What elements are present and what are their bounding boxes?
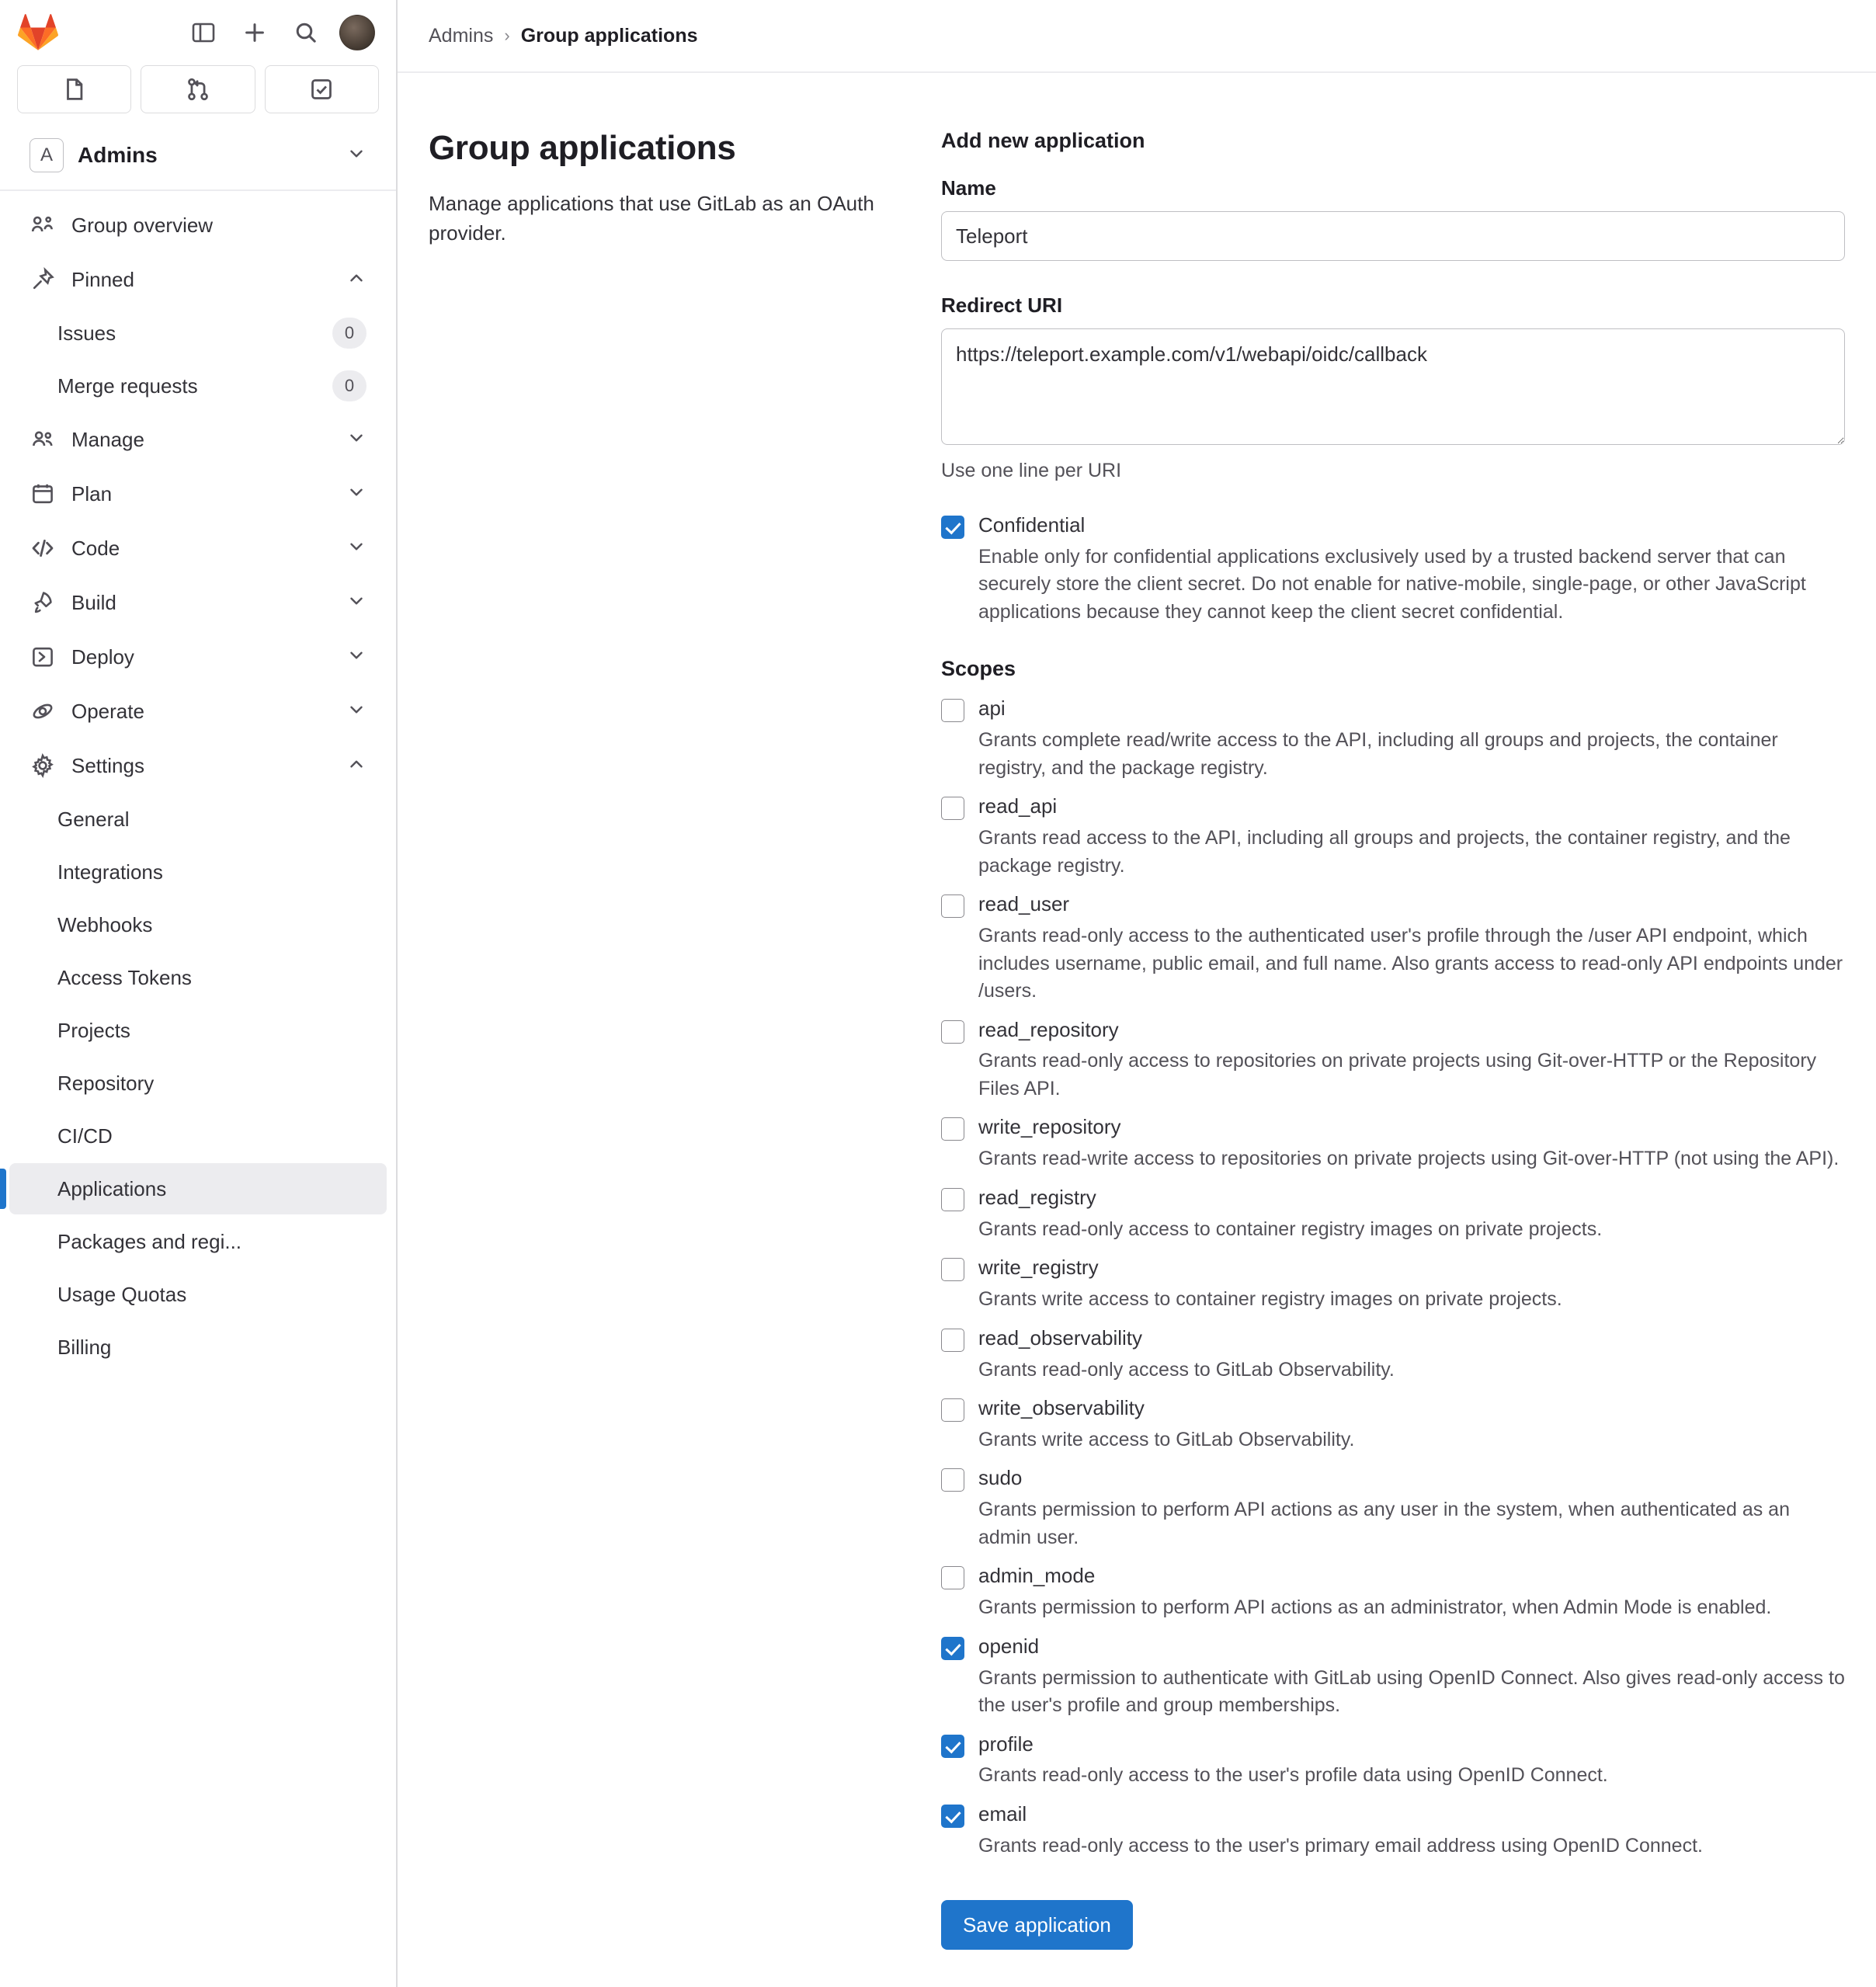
chevron-down-icon — [346, 700, 367, 724]
scope-name: email — [978, 1801, 1027, 1825]
sidebar-item-billing[interactable] — [9, 1322, 387, 1373]
breadcrumb-parent[interactable]: Admins — [429, 24, 494, 47]
panel-toggle-icon[interactable] — [182, 11, 225, 54]
scope-name: profile — [978, 1732, 1034, 1756]
breadcrumb-current: Group applications — [520, 24, 698, 47]
sidebar-item-label: Operate — [71, 699, 144, 723]
scope-description: Grants permission to perform API actions as an administrator, when Admin Mode is enabled. — [978, 1596, 1772, 1619]
name-input[interactable] — [941, 211, 1845, 261]
scope-description: Grants read-only access to GitLab Observability. — [978, 1358, 1395, 1381]
gitlab-logo-icon[interactable] — [17, 12, 59, 53]
scope-checkbox-admin-mode[interactable] — [941, 1566, 964, 1589]
scope-description: Grants read-only access to the user's primary email address using OpenID Connect. — [978, 1834, 1703, 1857]
scope-row-read-observability — [941, 1322, 1845, 1384]
scope-description: Grants read-only access to the user's profile data using OpenID Connect. — [978, 1764, 1608, 1787]
page-intro — [429, 129, 895, 1987]
sidebar-item-label: Billing — [57, 1335, 112, 1359]
sidebar-top-bar — [0, 0, 396, 62]
deploy-icon — [30, 644, 56, 670]
group-switcher[interactable] — [9, 127, 387, 183]
sidebar-section-code[interactable] — [9, 522, 387, 575]
scope-row-api — [941, 692, 1845, 782]
sidebar-item-group-overview[interactable] — [9, 199, 387, 252]
sidebar-section-pinned[interactable] — [9, 253, 387, 306]
group-avatar: A — [30, 138, 64, 172]
scope-row-profile — [941, 1728, 1845, 1790]
sidebar-section-deploy[interactable] — [9, 630, 387, 683]
chevron-down-icon — [346, 645, 367, 669]
scope-checkbox-api[interactable] — [941, 699, 964, 722]
page-body — [398, 73, 1876, 1987]
sidebar-section-operate[interactable] — [9, 685, 387, 738]
scope-description: Grants read-only access to container registry images on private projects. — [978, 1218, 1603, 1240]
scope-checkbox-read-observability[interactable] — [941, 1329, 964, 1352]
page-description: Manage applications that use GitLab as an OAuth provider. — [429, 192, 874, 245]
main-content — [398, 0, 1876, 1987]
scope-name: api — [978, 696, 1006, 721]
sidebar-item-packages-and-registries[interactable] — [9, 1216, 387, 1267]
sidebar-item-label: Build — [71, 590, 116, 614]
chevron-down-icon — [346, 537, 367, 561]
tab-todos[interactable] — [265, 65, 379, 113]
sidebar-item-webhooks[interactable] — [9, 899, 387, 950]
scope-checkbox-profile[interactable] — [941, 1735, 964, 1758]
tab-merge-requests[interactable] — [141, 65, 255, 113]
confidential-checkbox-row — [941, 509, 1845, 626]
redirect-uri-textarea[interactable] — [941, 328, 1845, 445]
tab-issues[interactable] — [17, 65, 131, 113]
scope-name: read_repository — [978, 1017, 1119, 1041]
scope-row-write-registry — [941, 1251, 1845, 1313]
user-avatar[interactable] — [335, 11, 379, 54]
search-icon[interactable] — [284, 11, 328, 54]
scope-description: Grants write access to GitLab Observability. — [978, 1428, 1355, 1450]
scope-description: Grants read access to the API, including all groups and projects, the container registry, and the package registry. — [978, 827, 1791, 877]
chevron-up-icon — [346, 268, 367, 292]
chevron-up-icon — [346, 754, 367, 778]
scope-name: read_observability — [978, 1325, 1143, 1350]
confidential-label: Confidential — [978, 513, 1086, 537]
confidential-checkbox[interactable] — [941, 516, 964, 539]
page-title: Group applications — [429, 129, 736, 167]
sidebar-item-label: Settings — [71, 753, 144, 777]
scope-checkbox-read-api[interactable] — [941, 797, 964, 820]
group-name: Admins — [78, 143, 158, 167]
scope-description: Grants read-write access to repositories on private projects using Git-over-HTTP (not using the API). — [978, 1148, 1840, 1170]
scope-checkbox-write-repository[interactable] — [941, 1117, 964, 1141]
gear-icon — [30, 752, 56, 779]
breadcrumb-separator: › — [504, 26, 510, 45]
sidebar-item-label: Pinned — [71, 267, 134, 291]
sidebar-item-label: General — [57, 807, 130, 831]
scope-name: write_repository — [978, 1115, 1121, 1139]
sidebar-section-plan[interactable] — [9, 467, 387, 520]
name-label: Name — [941, 176, 996, 200]
issues-count-badge: 0 — [332, 318, 367, 349]
scope-checkbox-read-user[interactable] — [941, 894, 964, 918]
scope-name: read_registry — [978, 1185, 1096, 1209]
scope-name: sudo — [978, 1466, 1023, 1490]
chevron-down-icon — [346, 428, 367, 452]
sidebar-item-label: Packages and regi... — [57, 1229, 242, 1253]
scope-row-write-observability — [941, 1391, 1845, 1454]
add-application-form — [941, 129, 1845, 1987]
sidebar-item-label: Issues — [57, 321, 116, 345]
scope-row-write-repository — [941, 1110, 1845, 1172]
scope-name: write_observability — [978, 1396, 1145, 1420]
rocket-icon — [30, 589, 56, 616]
scope-checkbox-read-repository[interactable] — [941, 1020, 964, 1044]
sidebar-item-label: Webhooks — [57, 912, 153, 936]
scope-row-openid — [941, 1630, 1845, 1720]
redirect-uri-label: Redirect URI — [941, 294, 1063, 317]
sidebar-item-usage-quotas[interactable] — [9, 1269, 387, 1320]
scope-checkbox-email[interactable] — [941, 1805, 964, 1828]
sidebar-item-label: Usage Quotas — [57, 1282, 187, 1306]
sidebar-item-repository[interactable] — [9, 1058, 387, 1109]
scope-row-sudo — [941, 1461, 1845, 1551]
scope-name: write_registry — [978, 1256, 1099, 1280]
breadcrumb — [398, 0, 1876, 73]
scope-row-read-registry — [941, 1181, 1845, 1243]
scope-row-read-user — [941, 888, 1845, 1005]
scope-name: read_api — [978, 794, 1058, 818]
sidebar-item-access-tokens[interactable] — [9, 952, 387, 1003]
sidebar-item-label: CI/CD — [57, 1124, 113, 1148]
chevron-down-icon — [346, 144, 367, 168]
group-icon — [30, 212, 56, 238]
sidebar-item-label: Projects — [57, 1018, 130, 1042]
scope-description: Grants permission to perform API actions as any user in the system, when authenticated as an admin user. — [978, 1499, 1790, 1548]
calendar-icon — [30, 481, 56, 507]
sidebar-nav — [0, 191, 396, 1987]
scope-checkbox-write-registry[interactable] — [941, 1258, 964, 1281]
sidebar-section-build[interactable] — [9, 576, 387, 629]
sidebar-item-projects[interactable] — [9, 1005, 387, 1056]
sidebar-item-label: Group overview — [71, 213, 214, 237]
sidebar-quick-tabs — [0, 62, 396, 127]
sidebar-item-merge-requests[interactable] — [9, 360, 387, 412]
plus-icon[interactable] — [233, 11, 276, 54]
scope-description: Grants read-only access to the authenticated user's profile through the /user API endpoint, which includes username, public email, and full name. Also grants access to read-only API endpoints under /users. — [978, 925, 1843, 1002]
scope-row-read-api — [941, 790, 1845, 880]
sidebar-item-cicd[interactable] — [9, 1110, 387, 1162]
operate-icon — [30, 698, 56, 724]
scope-checkbox-read-registry[interactable] — [941, 1188, 964, 1211]
scope-name: openid — [978, 1634, 1040, 1658]
save-application-button[interactable]: Save application — [941, 1900, 1133, 1950]
sidebar — [0, 0, 398, 1987]
chevron-down-icon — [346, 482, 367, 506]
sidebar-item-applications[interactable] — [9, 1163, 387, 1214]
sidebar-item-label: Access Tokens — [57, 965, 192, 989]
scope-row-admin-mode — [941, 1559, 1845, 1621]
code-icon — [30, 535, 56, 561]
sidebar-item-label: Code — [71, 536, 120, 560]
sidebar-section-manage[interactable] — [9, 413, 387, 466]
users-icon — [30, 426, 56, 453]
sidebar-item-label: Merge requests — [57, 373, 198, 398]
sidebar-section-settings[interactable] — [9, 739, 387, 792]
sidebar-item-label: Plan — [71, 481, 113, 505]
sidebar-item-general[interactable] — [9, 794, 387, 845]
sidebar-item-label: Applications — [57, 1176, 167, 1200]
sidebar-item-label: Integrations — [57, 860, 163, 884]
scope-description: Grants complete read/write access to the API, including all groups and projects, the container registry, and the package registry. — [978, 729, 1778, 779]
pin-icon — [30, 266, 56, 293]
scope-description: Grants write access to container registry images on private projects. — [978, 1288, 1562, 1311]
scope-name: admin_mode — [978, 1564, 1096, 1588]
scope-checkbox-openid[interactable] — [941, 1637, 964, 1660]
chevron-down-icon — [346, 591, 367, 615]
scope-checkbox-write-observability[interactable] — [941, 1398, 964, 1422]
sidebar-item-integrations[interactable] — [9, 846, 387, 898]
scope-description: Grants read-only access to repositories on private projects using Git-over-HTTP or the Repository Files API. — [978, 1050, 1817, 1099]
redirect-uri-hint: Use one line per URI — [941, 460, 1122, 481]
scope-checkbox-sudo[interactable] — [941, 1468, 964, 1492]
confidential-description: Enable only for confidential applications exclusively used by a trusted backend server that can securely store the client secret. Do not enable for native-mobile, single-page, or other JavaScript applications because they cannot keep the client secret confidential. — [978, 545, 1806, 623]
sidebar-item-issues[interactable] — [9, 307, 387, 359]
sidebar-item-label: Deploy — [71, 644, 134, 669]
scope-row-read-repository — [941, 1013, 1845, 1103]
form-heading: Add new application — [941, 129, 1145, 152]
sidebar-item-label: Repository — [57, 1071, 155, 1095]
merge-requests-count-badge: 0 — [332, 370, 367, 401]
scopes-label: Scopes — [941, 657, 1016, 681]
scope-row-email — [941, 1798, 1845, 1860]
sidebar-item-label: Manage — [71, 427, 144, 451]
scope-name: read_user — [978, 892, 1070, 916]
scope-description: Grants permission to authenticate with GitLab using OpenID Connect. Also gives read-only access to the user's profile and group memberships. — [978, 1666, 1845, 1717]
